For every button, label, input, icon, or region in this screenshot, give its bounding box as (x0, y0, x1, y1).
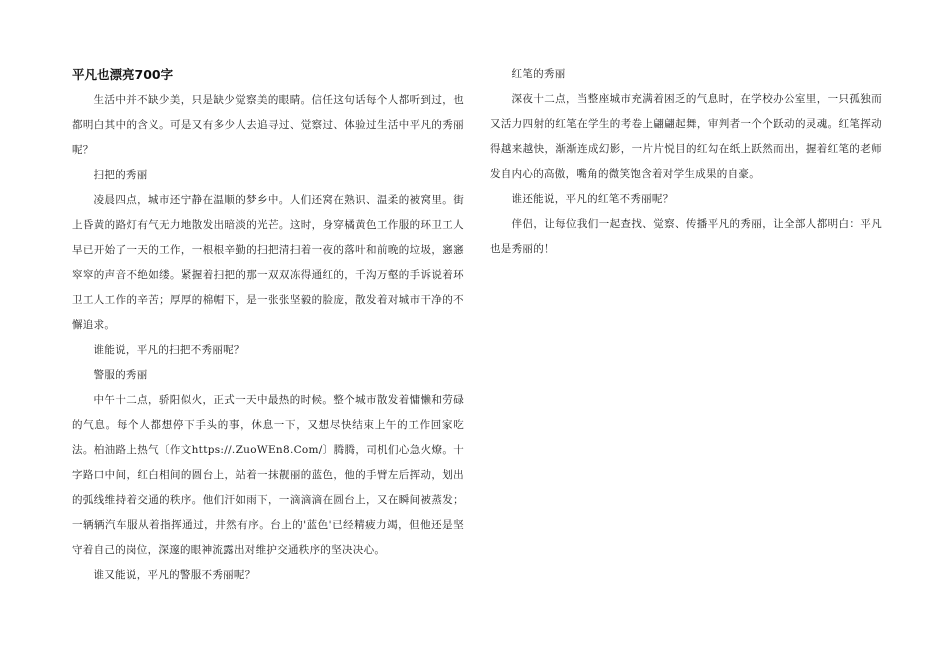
body-paragraph: 中午十二点，骄阳似火，正式一天中最热的时候。整个城市散发着慵懒和劳碌的气息。每个人都想停下手头的事，休息一下，又想尽快结束上午的工作回家吃法。柏油路上热气〔作文https://.ZuoWEn8.Com/〕腾腾，司机们心急火燎。十字路口中间，红白相间的圆台上，站着一抹靓丽的蓝色，他的手臂左后挥动，划出的弧线维持着交通的秩序。他们汗如雨下，一滴滴滴在圆台上，又在瞬间被蒸发；一辆辆汽车服从着指挥通过，井然有序。台上的'蓝色'已经精疲力竭，但他还是坚守着自己的岗位，深邃的眼神流露出对维护交通秩序的坚决决心。 (72, 394, 464, 556)
section-heading-uniform: 警服的秀丽 (93, 369, 148, 381)
rhetorical-question: 谁又能说，平凡的警服不秀丽呢？ (93, 569, 256, 581)
rhetorical-question: 谁能说，平凡的扫把不秀丽呢？ (93, 344, 245, 356)
body-paragraph: 凌晨四点，城市还宁静在温顺的梦乡中。人们还窝在熟识、温柔的被窝里。街上昏黄的路灯有气无力地散发出暗淡的光芒。这时，身穿橘黄色工作服的环卫工人早已开始了一天的工作，一根根辛勤的扫把清扫着一夜的落叶和前晚的垃圾，窸窸窣窣的声音不绝如缕。紧握着扫把的那一双双冻得通红的，千沟万壑的手诉说着环卫工人工作的辛苦；厚厚的棉帽下，是一张张坚毅的脸庞，散发着对城市干净的不懈追求。 (72, 194, 464, 331)
left-column (72, 62, 464, 588)
closing-paragraph: 伴侣，让每位我们一起查找、觉察、传播平凡的秀丽，让全部人都明白：平凡也是秀丽的！ (490, 218, 882, 255)
intro-paragraph: 生活中并不缺少美，只是缺少觉察美的眼睛。信任这句话每个人都听到过，也都明白其中的含义。可是又有多少人去追寻过、觉察过、体验过生活中平凡的秀丽呢？ (72, 94, 464, 156)
rhetorical-question: 谁还能说，平凡的红笔不秀丽呢？ (511, 193, 674, 205)
right-column (490, 62, 882, 262)
section-heading-broom: 扫把的秀丽 (93, 169, 148, 181)
body-paragraph: 深夜十二点，当整座城市充满着困乏的气息时，在学校办公室里，一只孤独而又活力四射的红笔在学生的考卷上翩翩起舞，审判者一个个跃动的灵魂。红笔挥动得越来越快，渐渐连成幻影，一片片悦目的红勾在纸上跃然而出，握着红笔的老师发自内心的高傲，嘴角的微笑饱含着对学生成果的自豪。 (490, 93, 882, 180)
document-title: 平凡也漂亮700字 (72, 67, 174, 82)
section-heading-red-pen: 红笔的秀丽 (511, 68, 566, 80)
